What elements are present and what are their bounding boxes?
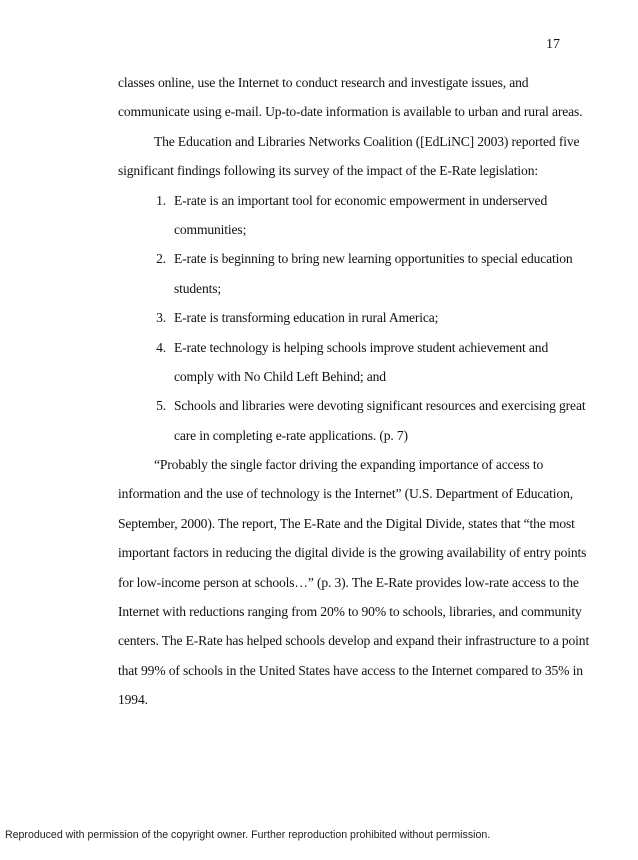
paragraph-line: classes online, use the Internet to conduct research and investigate issues, and <box>118 75 529 90</box>
list-text: E-rate is an important tool for economic empowerment in underserved <box>174 192 548 208</box>
copyright-footer: Reproduced with permission of the copyright owner. Further reproduction prohibited without permission. <box>5 829 491 841</box>
list-item <box>128 186 558 245</box>
list-text: communities; <box>174 221 247 237</box>
list-number: 2. <box>156 251 166 267</box>
paragraph-line: information and the use of technology is the Internet” (U.S. Department of Education, <box>118 486 573 502</box>
list-number: 3. <box>156 310 166 326</box>
paragraph-line: Internet with reductions ranging from 20% to 90% to schools, libraries, and community <box>118 604 582 620</box>
paragraph-line: centers. The E-Rate has helped schools develop and expand their infrastructure to a point <box>118 633 590 649</box>
list-text: E-rate technology is helping schools improve student achievement and <box>174 339 549 355</box>
paragraph-line: “Probably the single factor driving the expanding importance of access to <box>154 457 544 473</box>
list-text: E-rate is beginning to bring new learning opportunities to special education <box>174 251 573 267</box>
list-text: comply with No Child Left Behind; and <box>174 368 386 384</box>
paragraph-line: significant findings following its survey of the impact of the E-Rate legislation: <box>118 163 538 179</box>
findings-list <box>128 186 586 451</box>
paragraph-line: that 99% of schools in the United States have access to the Internet compared to 35% in <box>118 662 583 678</box>
list-number: 1. <box>156 192 166 208</box>
list-item <box>128 303 558 332</box>
paragraph-line: September, 2000). The report, The E-Rate and the Digital Divide, states that “the most <box>118 515 575 531</box>
list-text: Schools and libraries were devoting significant resources and exercising great <box>174 398 586 414</box>
document-body <box>118 68 590 715</box>
paragraph-line: communicate using e-mail. Up-to-date information is available to urban and rural areas. <box>118 104 583 120</box>
list-number: 5. <box>156 398 166 414</box>
page-number: 17 <box>546 37 560 52</box>
paragraph-line: The Education and Libraries Networks Coalition ([EdLiNC] 2003) reported five <box>154 133 580 149</box>
list-item <box>128 391 586 450</box>
paragraph-line: for low-income person at schools…” (p. 3). The E-Rate provides low-rate access to the <box>118 574 579 590</box>
list-item <box>128 333 558 392</box>
list-text: E-rate is transforming education in rural America; <box>174 310 439 326</box>
list-text: students; <box>174 280 221 296</box>
list-text: care in completing e-rate applications. (p. 7) <box>174 427 408 443</box>
list-item <box>128 244 573 303</box>
list-number: 4. <box>156 339 166 355</box>
paragraph-line: 1994. <box>118 692 148 708</box>
paragraph-line: important factors in reducing the digital divide is the growing availability of entry points <box>118 545 587 561</box>
